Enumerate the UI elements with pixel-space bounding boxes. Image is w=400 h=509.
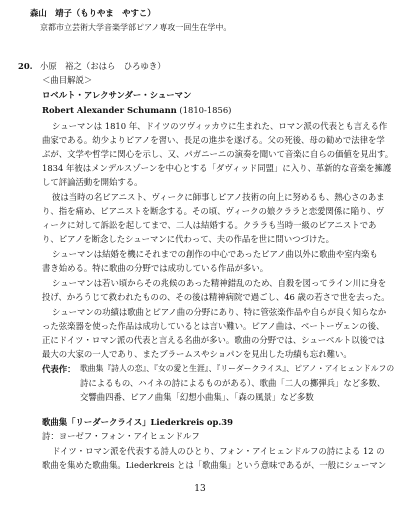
para1-line: 1834 年彼はメンデルスゾーンを中心とする「ダヴィッド同盟」に入り、革新的な音楽を擁護 bbox=[42, 163, 392, 173]
performer-19-bio: 京都市立芸術大学音楽学部ピアノ専攻一回生在学中。 bbox=[40, 23, 232, 32]
para2-line: り、指を痛め、ピアニストを断念する。その頃、ヴィークの娘クララと恋愛関係に陥り、ヴ bbox=[42, 206, 385, 216]
composer-years: (1810-1856) bbox=[179, 105, 232, 115]
song-poet: 詩：ヨーゼフ・フォン・アイヒェンドルフ bbox=[42, 431, 200, 441]
para5-line: 最大の大家の一人であり、またブラームスやショパンを見出した功績も忘れ難い。 bbox=[42, 349, 352, 359]
para3-line: 書き始める。特に歌曲の分野では成功している作品が多い。 bbox=[42, 263, 269, 273]
performer-19-name: 森山 靖子（もりやま やすこ） bbox=[30, 8, 156, 18]
works-line: 歌曲集『詩人の恋』、『女の愛と生涯』、『リーダークライス』、ピアノ・アイヒェンドルフの bbox=[80, 364, 395, 373]
para1-line: シューマンは 1810 年、ドイツのツヴィッカウに生まれた、ロマン派の代表とも言える作 bbox=[52, 121, 388, 131]
para1-line: ぶが、文学や哲学に関心を示し、又、パガニーニの演奏を聞いて音楽に自らの価値を見出す。 bbox=[42, 149, 394, 159]
para1-line: して評論活動を開始する。 bbox=[42, 177, 143, 187]
page-number: 13 bbox=[194, 484, 206, 494]
para5-line: シューマンの功績は歌曲とピアノ曲の分野にあり、特に管弦楽作品や自らが良く知らなか bbox=[52, 307, 387, 317]
para4-line: 投げ、かろうじて救われたものの、その後は精神病院で過ごし、46 歳の若さで世を去った。 bbox=[42, 292, 390, 302]
song-para-line: 歌曲を集めた歌曲集。Liederkreis とは「歌曲集」という意味であるが、一般にシューマン bbox=[42, 460, 387, 470]
section-heading: ＜曲目解説＞ bbox=[42, 75, 93, 85]
para5-line: 正にドイツ・ロマン派の代表と言える名曲が多い。歌曲の分野では、シューベルト以後では bbox=[42, 335, 385, 345]
para2-line: 彼は当時の名ピアニスト、ヴィークに師事しピアノ技術の向上に努めるも、熱心さのあま bbox=[52, 192, 385, 202]
performer-20-name: 小原 裕之（おはら ひろゆき） bbox=[40, 61, 166, 71]
composer-name-ja: ロベルト・アレクサンダー・シューマン bbox=[42, 90, 192, 100]
para5-line: った弦楽器を使った作品は成功しているとは言い難い。ピアノ曲は、ベートーヴェンの後、 bbox=[42, 321, 385, 331]
composer-name-en: Robert Alexander Schumann bbox=[42, 105, 177, 115]
song-para-line: ドイツ・ロマン派を代表する詩人のひとり、フォン・アイヒェンドルフの詩による 12 の bbox=[52, 446, 385, 456]
para2-line: り、ピアノを断念したシューマンに代わって、夫の作品を世に問いつづけた。 bbox=[42, 234, 335, 244]
works-label: 代表作： bbox=[42, 364, 76, 374]
composer-name-en-line bbox=[42, 104, 231, 116]
performer-20-number: 20. bbox=[18, 61, 33, 71]
para1-line: 曲家である。幼少よりピアノを習い、長足の進歩を遂げる。父の死後、母の勧めで法律を学 bbox=[42, 135, 385, 145]
para3-line: シューマンは結婚を機にそれまでの創作の中心であったピアノ曲以外に歌曲や室内楽も bbox=[52, 249, 378, 259]
para4-line: シューマンは若い頃からその兆候のあった精神錯乱のため、自殺を図ってライン川に身を bbox=[52, 278, 387, 288]
works-line: 交響曲四番、ピアノ曲集「幻想小曲集」、「森の風景」など多数 bbox=[80, 392, 314, 402]
song-title: 歌曲集「リーダークライス」Liederkreis op.39 bbox=[42, 417, 233, 427]
works-line: 詩によるもの、ハイネの詩によるものがある）、歌曲「二人の擲弾兵」など多数、 bbox=[80, 378, 386, 388]
para2-line: ィークに対して訴訟を起してまで、二人は結婚する。クララも当時一級のピアニストであ bbox=[42, 220, 377, 230]
